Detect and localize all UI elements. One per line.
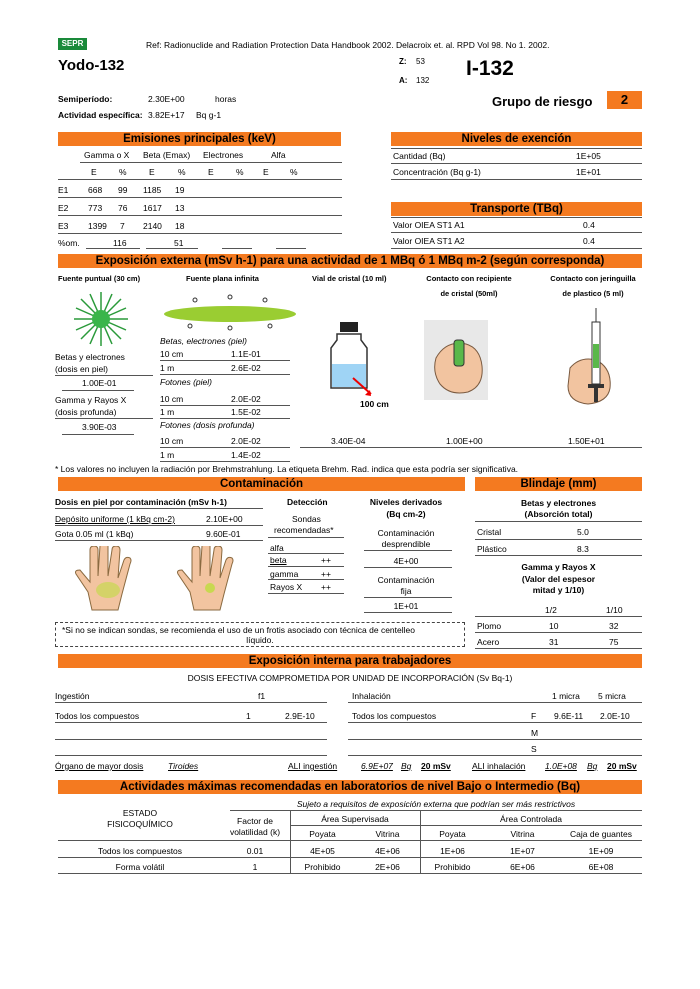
container-value: 1.00E+00: [446, 436, 483, 446]
labs-state-header2: FISICOQUÍMICO: [107, 819, 173, 829]
drop-value: 9.60E-01: [206, 529, 241, 539]
plane-beta-title: Betas, electrones (piel): [160, 336, 247, 346]
hand-uniform-icon: [74, 546, 144, 612]
sub-pct: %: [119, 167, 127, 177]
reference-text: Ref: Radionuclide and Radiation Protection Data Handbook 2002. Delacroix et. al. RPD Vol 98. No 1. 2002.: [146, 40, 550, 50]
a-value: 132: [416, 76, 430, 85]
shield-material: Cristal: [477, 527, 502, 537]
plane-beta-1: 2.6E-02: [231, 363, 261, 373]
vial-value: 3.40E-04: [331, 436, 366, 446]
half-life-label: Semiperíodo:: [58, 94, 113, 104]
ali-inhalation-value: 1.0E+08: [545, 761, 577, 771]
removable-label2: desprendible: [381, 539, 431, 549]
labs-row-value: Prohibido: [434, 862, 471, 872]
specific-activity-label: Actividad específica:: [58, 110, 143, 120]
controlled-vitrina: Vitrina: [510, 829, 535, 839]
fixed-value: 1E+01: [393, 601, 419, 611]
inhalation-type-s: S: [531, 744, 537, 754]
syringe-icon: [548, 308, 638, 410]
plane-dist-1: 1 m: [160, 450, 175, 460]
shield-tenth-header: 1/10: [606, 605, 623, 615]
sub-pct: %: [236, 167, 244, 177]
deposit-label: Depósito uniforme (1 kBq cm-2): [55, 514, 175, 524]
controlled-area: Área Controlada: [500, 814, 562, 824]
removable-value: 4E+00: [393, 556, 419, 566]
skin-dose-title: Dosis en piel por contaminación (mSv h-1): [55, 497, 227, 507]
removable-label: Contaminación: [377, 528, 435, 538]
emissions-group-gamma: Gamma o X: [84, 150, 130, 160]
gamma-point-value: 3.90E-03: [82, 422, 117, 432]
micra5-label: 5 micra: [598, 691, 626, 701]
shield-half: 31: [549, 637, 559, 647]
supervised-vitrina: Vitrina: [375, 829, 400, 839]
inhalation-type-m: M: [531, 728, 539, 738]
emission-value: 1185: [143, 185, 162, 195]
beta-point-value: 1.00E-01: [82, 378, 117, 388]
emission-value: 19: [175, 185, 185, 195]
shielding-header: Blindaje (mm): [475, 477, 642, 491]
probe-name: alfa: [270, 543, 284, 553]
labs-volatility-header2: volatilidad (k): [229, 827, 281, 837]
plane-dist-10: 10 cm: [160, 394, 184, 404]
emission-row-label: E3: [58, 221, 69, 231]
sub-e: E: [149, 167, 155, 177]
ali-ingestion-label: ALI ingestión: [288, 761, 338, 771]
emission-row-label: E1: [58, 185, 69, 195]
col-infinite-plane: Fuente plana infinita: [186, 274, 259, 283]
labs-row-value: 6E+06: [510, 862, 535, 872]
inhalation-compound: Todos los compuestos: [352, 711, 437, 721]
sub-e: E: [91, 167, 97, 177]
exemption-label: Concentración (Bq g-1): [393, 167, 481, 177]
supervised-poyata: Poyata: [309, 829, 336, 839]
plane-deep-title: Fotones (dosis profunda): [160, 420, 255, 430]
inhalation-type-f: F: [531, 711, 537, 721]
internal-subtitle: DOSIS EFECTIVA COMPROMETIDA POR UNIDAD DE INCORPORACIÓN (Sv Bq-1): [187, 673, 513, 683]
ali-inhalation-label: ALI inhalación: [472, 761, 526, 771]
sub-e: E: [208, 167, 214, 177]
element-name: Yodo-132: [58, 57, 125, 74]
probe-name: beta: [270, 555, 287, 565]
labs-volatility-header: Factor de: [237, 816, 273, 826]
emission-value: 76: [118, 203, 128, 213]
labs-row-k: 1: [252, 862, 258, 872]
controlled-glovebox: Caja de guantes: [570, 829, 632, 839]
labs-row-value: 4E+06: [375, 846, 400, 856]
point-source-star-icon: [72, 290, 130, 348]
exemption-value: 1E+05: [576, 151, 601, 161]
beta-shield-title: Betas y electrones: [520, 498, 597, 508]
emission-value: 1617: [143, 203, 162, 213]
derived-levels-unit: (Bq cm-2): [386, 509, 426, 519]
plane-dist-10: 10 cm: [160, 349, 184, 359]
plane-dist-1: 1 m: [160, 363, 175, 373]
drop-label: Gota 0.05 ml (1 kBq): [55, 529, 134, 539]
labs-row-value: 1E+07: [510, 846, 535, 856]
plane-phot-10: 2.0E-02: [231, 394, 261, 404]
labs-subject: Sujeto a requisitos de exposición externa que podrían ser más restrictivos: [296, 799, 576, 809]
gamma-deep-sub: (dosis profunda): [55, 407, 117, 417]
emission-value: 13: [175, 203, 185, 213]
a-label: A:: [399, 76, 408, 85]
probe-name: gamma: [270, 569, 299, 579]
ali-inhalation-unit: Bq: [587, 761, 598, 771]
shield-material: Acero: [477, 637, 500, 647]
specific-activity-value: 3.82E+17: [148, 110, 185, 120]
supervised-area: Área Supervisada: [321, 814, 389, 824]
transport-value: 0.4: [583, 236, 595, 246]
internal-exposure-header: Exposición interna para trabajadores: [58, 654, 642, 668]
probe-note-2: líquido.: [246, 635, 274, 645]
plane-beta-10: 1.1E-01: [231, 349, 261, 359]
exemption-label: Cantidad (Bq): [393, 151, 446, 161]
shield-half: 10: [549, 621, 559, 631]
hand-drop-icon: [176, 546, 246, 612]
ingestion-value: 2.9E-10: [285, 711, 315, 721]
exemption-value: 1E+01: [576, 167, 601, 177]
external-exposure-header: Exposición externa (mSv h-1) para una actividad de 1 MBq ó 1 MBq m-2 (según corresponda): [58, 254, 642, 268]
probe-name: Rayos X: [270, 582, 303, 592]
inhalation-label: Inhalación: [352, 691, 391, 701]
isotope-symbol: I-132: [466, 57, 514, 80]
shield-value: 5.0: [577, 527, 589, 537]
col-container: Contacto con recipiente: [426, 274, 512, 283]
col-syringe: Contacto con jeringuilla: [550, 274, 636, 283]
ali-inhalation-dose: 20 mSv: [607, 761, 637, 771]
emission-value: 1399: [88, 221, 107, 231]
labs-row-value: 1E+06: [440, 846, 465, 856]
exemption-header: Niveles de exención: [391, 132, 642, 146]
emission-value: 2140: [143, 221, 162, 231]
fixed-label2: fija: [400, 586, 412, 596]
glass-vial-icon: [325, 320, 375, 398]
beta-skin-sub: (dosis en piel): [55, 364, 108, 374]
fixed-label: Contaminación: [377, 575, 435, 585]
shield-value: 8.3: [577, 544, 589, 554]
syringe-value: 1.50E+01: [568, 436, 605, 446]
plane-phot-title: Fotones (piel): [160, 377, 212, 387]
transport-label: Valor OIEA ST1 A2: [393, 236, 465, 246]
half-life-unit: horas: [215, 94, 237, 104]
risk-group-label: Grupo de riesgo: [492, 94, 593, 109]
transport-value: 0.4: [583, 220, 595, 230]
emissions-group-beta: Beta (Emax): [143, 150, 191, 160]
sub-pct: %: [290, 167, 298, 177]
sepr-logo: SEPR: [58, 38, 87, 50]
half-life-value: 2.30E+00: [148, 94, 185, 104]
emission-value: 773: [88, 203, 103, 213]
labs-header: Actividades máximas recomendadas en laboratorios de nivel Bajo o Intermedio (Bq): [58, 780, 642, 794]
infinite-plane-icon: [160, 292, 300, 332]
shield-half-header: 1/2: [545, 605, 557, 615]
labs-row-value: Prohibido: [304, 862, 341, 872]
organ-label: Órgano de mayor dosis: [55, 761, 144, 771]
labs-row-state: Forma volátil: [115, 862, 165, 872]
shield-tenth: 75: [609, 637, 619, 647]
labs-row-value: 2E+06: [375, 862, 400, 872]
mean-beta: 51: [174, 238, 184, 248]
probes-subtitle: Sondas: [292, 514, 321, 524]
emission-value: 99: [118, 185, 128, 195]
vial-distance: 100 cm: [360, 399, 389, 409]
shield-material: Plomo: [477, 621, 502, 631]
ali-ingestion-value: 6.9E+07: [361, 761, 393, 771]
mean-gamma: 116: [113, 238, 127, 248]
contamination-header: Contaminación: [58, 477, 465, 491]
z-label: Z:: [399, 57, 407, 66]
shield-material: Plástico: [477, 544, 507, 554]
plane-phot-1: 1.5E-02: [231, 407, 261, 417]
plane-dist-1: 1 m: [160, 407, 175, 417]
plane-deep-10: 2.0E-02: [231, 436, 261, 446]
col-syringe-sub: de plastico (5 ml): [562, 289, 624, 298]
ali-ingestion-unit: Bq: [401, 761, 412, 771]
mean-label: %om.: [58, 238, 80, 248]
shield-tenth: 32: [609, 621, 619, 631]
ingestion-compound: Todos los compuestos: [55, 711, 140, 721]
container-hand-icon: [418, 318, 494, 402]
labs-row-value: 1E+09: [588, 846, 614, 856]
emissions-header: Emisiones principales (keV): [58, 132, 341, 146]
labs-row-state: Todos los compuestos: [97, 846, 183, 856]
gamma-shield-title: Gamma y Rayos X: [521, 562, 596, 572]
emission-value: 18: [175, 221, 185, 231]
inhalation-f-1: 9.6E-11: [554, 711, 584, 721]
col-container-sub: de cristal (50ml): [440, 289, 498, 298]
labs-row-value: 6E+08: [588, 862, 614, 872]
specific-activity-unit: Bq g-1: [196, 110, 222, 120]
beta-skin-label: Betas y electrones: [55, 352, 125, 362]
gamma-shield-sub2: mitad y 1/10): [532, 585, 585, 595]
emission-value: 7: [120, 221, 125, 231]
external-footnote: * Los valores no incluyen la radiación por Brehmstrahlung. La etiqueta Brehm. Rad. indica que esta podría ser significativa.: [55, 464, 519, 474]
z-value: 53: [416, 57, 425, 66]
emissions-group-alpha: Alfa: [271, 150, 286, 160]
f1-value: 1: [246, 711, 251, 721]
inhalation-f-5: 2.0E-10: [600, 711, 630, 721]
sub-pct: %: [178, 167, 186, 177]
plane-dist-10: 10 cm: [160, 436, 184, 446]
col-glass-vial: Vial de cristal (10 ml): [312, 274, 387, 283]
col-point-source: Fuente puntual (30 cm): [58, 274, 141, 283]
sub-e: E: [263, 167, 269, 177]
ingestion-label: Ingestión: [55, 691, 90, 701]
transport-header: Transporte (TBq): [391, 202, 642, 216]
probe-mark: ++: [321, 569, 331, 579]
probes-subtitle2: recomendadas*: [274, 525, 334, 535]
f1-label: f1: [258, 691, 266, 701]
gamma-shield-sub: (Valor del espesor: [521, 574, 596, 584]
probe-mark: ++: [321, 555, 331, 565]
micra1-label: 1 micra: [552, 691, 580, 701]
detection-title: Detección: [287, 497, 328, 507]
derived-levels-title: Niveles derivados: [369, 497, 443, 507]
organ-value: Tiroides: [168, 761, 199, 771]
labs-row-k: 0.01: [246, 846, 264, 856]
probe-note: *Si no se indican sondas, se recomienda el uso de un frotis asociado con técnica de centelleo: [62, 625, 415, 635]
beta-shield-sub: (Absorción total): [524, 509, 593, 519]
labs-row-value: 4E+05: [310, 846, 335, 856]
plane-deep-1: 1.4E-02: [231, 450, 261, 460]
risk-group-value: 2: [607, 91, 642, 109]
transport-label: Valor OIEA ST1 A1: [393, 220, 465, 230]
emission-row-label: E2: [58, 203, 69, 213]
emission-value: 668: [88, 185, 103, 195]
emissions-group-electrons: Electrones: [203, 150, 244, 160]
ali-ingestion-dose: 20 mSv: [421, 761, 451, 771]
controlled-poyata: Poyata: [439, 829, 466, 839]
labs-state-header: ESTADO: [122, 808, 158, 818]
deposit-value: 2.10E+00: [206, 514, 243, 524]
gamma-deep-label: Gamma y Rayos X: [55, 395, 127, 405]
probe-mark: ++: [321, 582, 331, 592]
